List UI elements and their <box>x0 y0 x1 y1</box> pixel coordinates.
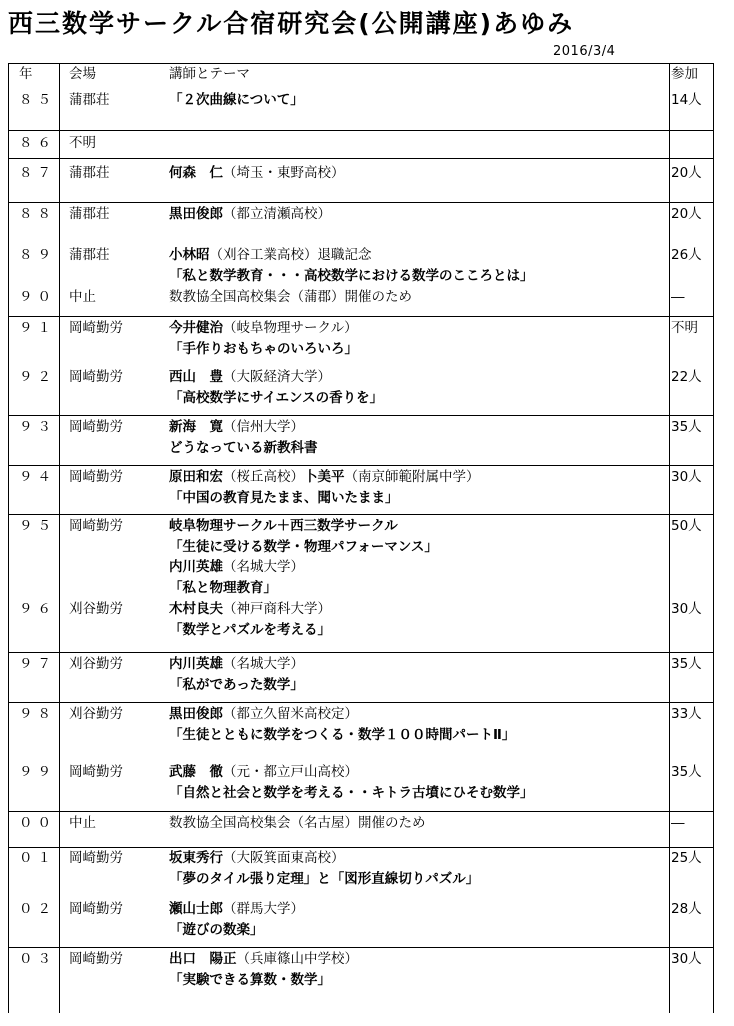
row-venue: 岡崎勤労 <box>69 951 123 967</box>
lecturer-affiliation: （岐阜物理サークル） <box>223 320 358 336</box>
row-lecturer <box>169 559 304 575</box>
row-lecturer <box>169 764 358 780</box>
lecturer-name: 瀬山士郎 <box>169 901 223 917</box>
row-attendance: 25人 <box>671 850 702 866</box>
row-year: ９２ <box>19 369 56 385</box>
lecturer-affiliation: （群馬大学） <box>223 901 304 917</box>
row-attendance: 35人 <box>671 419 702 435</box>
row-theme: 「私と数学教育・・・高校数学における数学のこころとは」 <box>169 268 534 284</box>
row-theme: 「自然と社会と数学を考える・・キトラ古墳にひそむ数学」 <box>169 785 534 801</box>
lecturer-affiliation: （大阪箕面東高校） <box>223 850 345 866</box>
row-attendance: 33人 <box>671 706 702 722</box>
row-venue: 岡崎勤労 <box>69 320 123 336</box>
column-divider <box>59 63 60 1013</box>
row-divider <box>9 415 713 416</box>
row-divider <box>9 158 713 159</box>
row-divider <box>9 847 713 848</box>
page-title: 西三数学サークル合宿研究会(公開講座)あゆみ <box>8 9 575 38</box>
row-divider <box>9 465 713 466</box>
row-year: ９３ <box>19 419 56 435</box>
row-year: ０２ <box>19 901 56 917</box>
row-year: ９１ <box>19 320 56 336</box>
row-year: ９４ <box>19 469 56 485</box>
lecturer-name: 岐阜物理サークル＋西三数学サークル <box>169 518 398 534</box>
lecturer-affiliation: （兵庫篠山中学校） <box>236 951 358 967</box>
row-divider <box>9 947 713 948</box>
row-lecturer <box>169 951 358 967</box>
row-year: ９９ <box>19 764 56 780</box>
row-year: ８５ <box>19 92 56 108</box>
row-year: ８７ <box>19 165 56 181</box>
row-year: ０３ <box>19 951 56 967</box>
row-attendance: 20人 <box>671 206 702 222</box>
row-venue: 岡崎勤労 <box>69 369 123 385</box>
row-venue: 中止 <box>69 289 96 305</box>
row-venue: 蒲郡荘 <box>69 206 110 222</box>
lecturer-affiliation: （元・都立戸山高校） <box>223 764 358 780</box>
row-year: ８６ <box>19 135 56 151</box>
header-year: 年 <box>19 66 38 82</box>
row-lecturer <box>169 206 331 222</box>
lecturer-affiliation: （都立久留米高校定） <box>223 706 358 722</box>
row-theme: 「中国の教育見たまま、聞いたまま」 <box>169 490 399 506</box>
lecturer-name: 原田和宏 <box>169 469 223 485</box>
row-year: ９０ <box>19 289 56 305</box>
lecturer-name: 黒田俊郎 <box>169 706 223 722</box>
row-venue: 岡崎勤労 <box>69 518 123 534</box>
lecturer-affiliation: （名城大学） <box>223 559 304 575</box>
row-year: ８９ <box>19 247 56 263</box>
row-divider <box>9 652 713 653</box>
row-lecturer <box>169 165 345 181</box>
row-divider <box>9 811 713 812</box>
row-attendance: ― <box>671 815 685 831</box>
row-venue: 不明 <box>69 135 96 151</box>
row-year: ９５ <box>19 518 56 534</box>
row-lecturer <box>169 419 304 435</box>
lecturer-name: 木村良夫 <box>169 601 223 617</box>
row-theme: 「手作りおもちゃのいろいろ」 <box>169 341 358 357</box>
row-theme: 「生徒に受ける数学・物理パフォーマンス」 <box>169 539 438 555</box>
row-theme: 「私と物理教育」 <box>169 580 277 596</box>
row-year: ９６ <box>19 601 56 617</box>
row-theme: 「夢のタイル張り定理」と「図形直線切りパズル」 <box>169 871 480 887</box>
lecturer-name: 武藤 徹 <box>169 764 223 780</box>
row-lecturer <box>169 320 358 336</box>
row-lecturer <box>169 901 304 917</box>
row-lecturer <box>169 369 331 385</box>
lecturer-name: 小林昭 <box>169 247 210 263</box>
lecturer-affiliation: （都立清瀬高校） <box>223 206 331 222</box>
row-theme: 「高校数学にサイエンスの香りを」 <box>169 390 384 406</box>
row-attendance: 26人 <box>671 247 702 263</box>
lecturer-affiliation: （神戸商科大学） <box>223 601 331 617</box>
row-theme: 「生徒とともに数学をつくる・数学１００時間パートⅡ」 <box>169 727 516 743</box>
row-venue: 蒲郡荘 <box>69 92 110 108</box>
row-venue: 岡崎勤労 <box>69 901 123 917</box>
row-divider <box>9 316 713 317</box>
lecturer-name: 新海 寛 <box>169 419 223 435</box>
row-venue: 中止 <box>69 815 96 831</box>
lecturer-affiliation: （刈谷工業高校）退職記念 <box>209 247 372 263</box>
row-attendance: ― <box>671 289 685 305</box>
row-attendance: 30人 <box>671 601 702 617</box>
history-table <box>8 63 714 1013</box>
row-lecturer <box>169 247 372 263</box>
lecturer-affiliation: （埼玉・東野高校） <box>223 165 345 181</box>
row-divider <box>9 202 713 203</box>
header-attendance: 参加 <box>671 66 698 82</box>
lecturer-name: 卜美平 <box>304 469 345 485</box>
row-year: ９７ <box>19 656 56 672</box>
row-attendance: 22人 <box>671 369 702 385</box>
row-divider <box>9 702 713 703</box>
lecturer-name: 今井健治 <box>169 320 223 336</box>
row-divider <box>9 514 713 515</box>
lecturer-name: 坂東秀行 <box>169 850 223 866</box>
row-venue: 岡崎勤労 <box>69 764 123 780</box>
row-theme: どうなっている新教科書 <box>169 440 318 456</box>
lecturer-name: 西山 豊 <box>169 369 223 385</box>
row-venue: 岡崎勤労 <box>69 850 123 866</box>
document-date: 2016/3/4 <box>553 44 616 59</box>
lecturer-affiliation: （信州大学） <box>223 419 304 435</box>
row-venue: 蒲郡荘 <box>69 165 110 181</box>
row-theme: 「２次曲線について」 <box>169 92 304 108</box>
row-lecturer <box>169 601 331 617</box>
row-year: ９８ <box>19 706 56 722</box>
lecturer-name: 黒田俊郎 <box>169 206 223 222</box>
header-lecturer: 講師とテーマ <box>169 66 250 82</box>
row-divider <box>9 63 713 64</box>
row-lecturer <box>169 850 345 866</box>
row-attendance: 14人 <box>671 92 702 108</box>
row-year: ０１ <box>19 850 56 866</box>
lecturer-affiliation: （南京師範附属中学） <box>344 469 480 485</box>
row-venue: 蒲郡荘 <box>69 247 110 263</box>
row-attendance: 20人 <box>671 165 702 181</box>
lecturer-name: 何森 仁 <box>169 165 223 181</box>
lecturer-affiliation: （名城大学） <box>223 656 304 672</box>
lecturer-affiliation: （大阪経済大学） <box>223 369 331 385</box>
row-theme: 「実験できる算数・数学」 <box>169 972 331 988</box>
column-divider <box>669 63 670 1013</box>
row-year: ００ <box>19 815 56 831</box>
row-attendance: 35人 <box>671 764 702 780</box>
lecturer-name: 出口 陽正 <box>169 951 237 967</box>
row-lecturer <box>169 469 480 485</box>
row-attendance: 50人 <box>671 518 702 534</box>
lecturer-affiliation: （桜丘高校） <box>223 469 304 485</box>
row-attendance: 30人 <box>671 951 702 967</box>
row-lecturer <box>169 706 358 722</box>
row-venue: 刈谷勤労 <box>69 706 123 722</box>
row-venue: 岡崎勤労 <box>69 469 123 485</box>
lecturer-name: 内川英雄 <box>169 656 223 672</box>
row-attendance: 30人 <box>671 469 702 485</box>
row-note: 数教協全国高校集会（蒲郡）開催のため <box>169 289 412 305</box>
row-venue: 刈谷勤労 <box>69 601 123 617</box>
row-venue: 岡崎勤労 <box>69 419 123 435</box>
row-lecturer <box>169 656 304 672</box>
row-venue: 刈谷勤労 <box>69 656 123 672</box>
row-theme: 「私がであった数学」 <box>169 677 304 693</box>
row-divider <box>9 130 713 131</box>
row-note: 数教協全国高校集会（名古屋）開催のため <box>169 815 426 831</box>
row-attendance: 28人 <box>671 901 702 917</box>
header-venue: 会場 <box>69 66 96 82</box>
row-year: ８８ <box>19 206 56 222</box>
row-theme: 「遊びの数楽」 <box>169 922 264 938</box>
lecturer-name: 内川英雄 <box>169 559 223 575</box>
row-attendance: 35人 <box>671 656 702 672</box>
row-theme: 「数学とパズルを考える」 <box>169 622 331 638</box>
row-attendance: 不明 <box>671 320 698 336</box>
